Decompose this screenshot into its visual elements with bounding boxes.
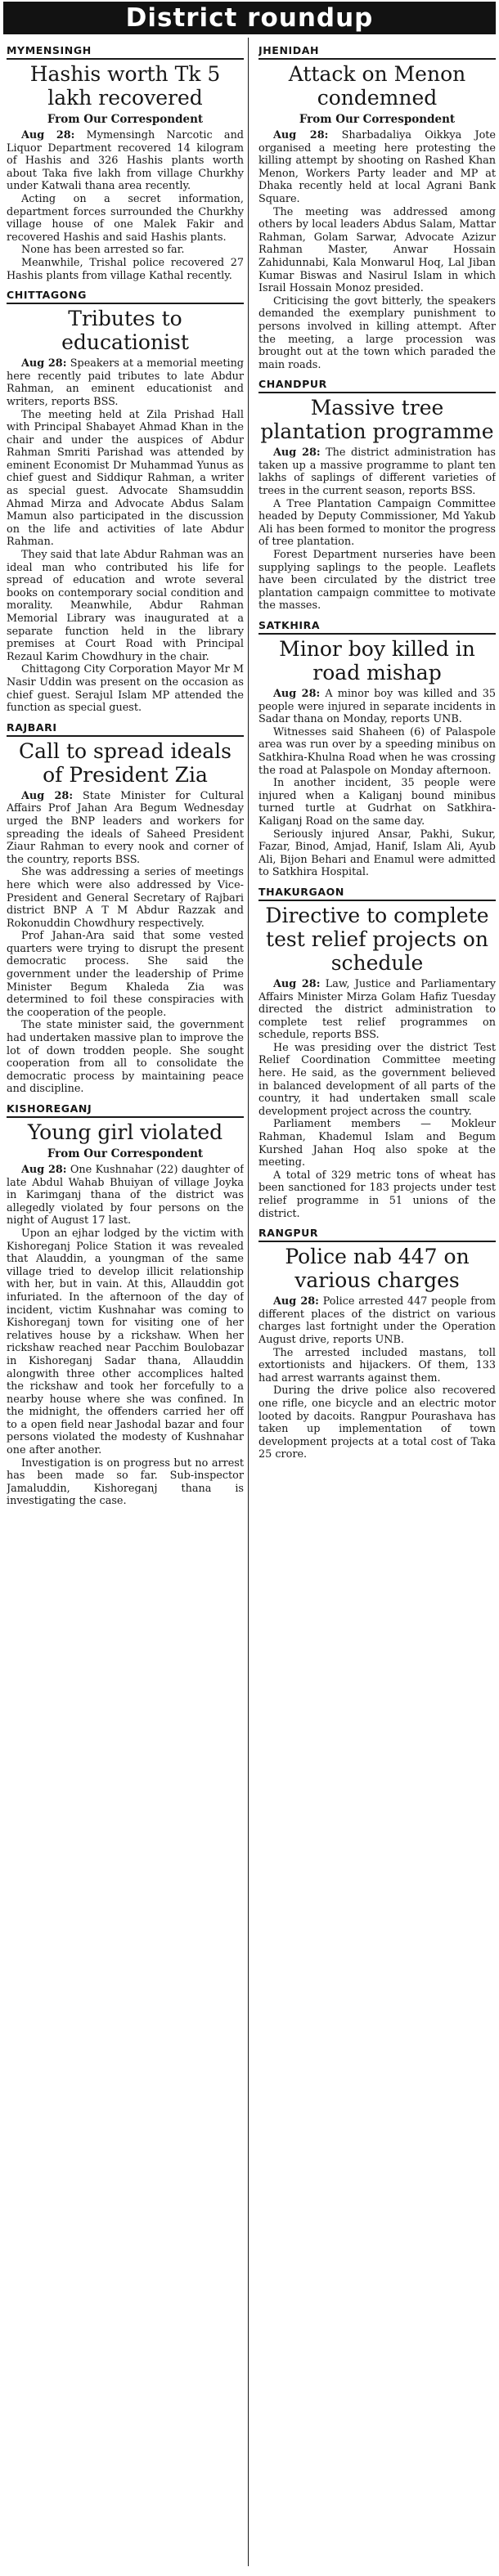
dateline: RAJBARI <box>7 721 244 737</box>
headline: Call to spread ideals of President Zia <box>19 738 232 787</box>
headline: Tributes to educationist <box>61 307 189 355</box>
paragraph: Witnesses said Shaheen (6) of Palaspole area was run over by a speeding minibus on Satkhira-Khulna Road when he was crossing the road at Palaspole on Monday afternoon. <box>258 725 496 777</box>
paragraph: The meeting was addressed among others by local leaders Abdus Salam, Mattar Rahman, Golam Sarwar, Advocate Azizur Rahman Master, Anwar Hossain Zahidunnabi, Kala Monwarul Hoq, Lal Jiban Kumar Biswas and Nasirul Islam in which Israil Hossain Monoz presided. <box>258 205 496 295</box>
right-column <box>258 43 496 2574</box>
dateline: THAKURGAON <box>258 886 496 901</box>
story-date: Aug 28: <box>273 1295 319 1308</box>
paragraph: A Tree Plantation Campaign Committee headed by Deputy Commissioner, Md Yakub Ali has been formed to monitor the progress of tree plantation. <box>258 497 496 549</box>
headline: Hashis worth Tk 5 lakh recovered <box>29 62 221 110</box>
headline: Police nab 447 on various charges <box>285 1245 470 1293</box>
paragraph: None has been arrested so far. <box>21 244 185 257</box>
dateline: KISHOREGANJ <box>7 1102 244 1118</box>
paragraph-text: Police arrested 447 people from different places of the district on various charges last fortnight under the Operation August drive, reports UNB. <box>258 1295 496 1346</box>
dateline: RANGPUR <box>258 1227 496 1242</box>
paragraph <box>258 1295 496 1346</box>
byline: From Our Correspondent <box>47 1147 204 1160</box>
paragraph: Forest Department nurseries have been supplying saplings to the people. Leaflets have been circulated by the district tree plantation campaign committee to motivate the masses. <box>258 549 496 613</box>
story-date: Aug 28: <box>21 789 74 802</box>
paragraph: Upon an ejhar lodged by the victim with Kishoreganj Police Station it was revealed that Alauddin, a youngman of the same village tried to develop illicit relationship with her, but in vain. At this, Allauddin got infuriated. In the afternoon of the day of incident, victim Kushnahar was coming to Kishoreganj town for visiting one of her relatives house by a rickshaw. When her rickshaw reached near Pacchim Boulobazar in Kishoreganj Sadar thana, Allauddin alongwith three other accomplices halted the rickshaw and took her forcefully to a nearby house where she was confined. In the midnight, the offenders carried her off to a open field near Jashodal bazar and four persons violated the modesty of Kushnahar one after another. <box>7 1227 244 1457</box>
paragraph: The arrested included mastans, toll extortionists and hijackers. Of them, 133 had arrest warrants against them. <box>258 1346 496 1384</box>
paragraph-text: Mymensingh Narcotic and Liquor Department recovered 14 kilogram of Hashis and 326 Hashis plants worth about Taka five lakh from village Churkhy under Katwali thana area recently. <box>7 129 244 193</box>
story-date: Aug 28: <box>273 129 329 141</box>
dateline: MYMENSINGH <box>7 44 244 60</box>
story-rajbari <box>7 721 244 1096</box>
paragraph <box>7 129 244 193</box>
story-date: Aug 28: <box>21 129 75 141</box>
column-divider <box>248 38 249 2566</box>
paragraph <box>7 790 244 867</box>
paragraph-text: The district administration has taken up a massive programme to plant ten lakhs of saplings of different varieties of trees in the current season, reports BSS. <box>258 447 496 498</box>
paragraph: She was addressing a series of meetings here which were also addressed by Vice-President and General Secretary of Rajbari district BNP A T M Abdur Razzak and Rokonuddin Chowdhury respectively. <box>7 866 244 930</box>
paragraph: During the drive police also recovered one rifle, one bicycle and an electric motor looted by dacoits. Rangpur Pourashava has taken up implementation of town development projects at a total cost of Taka 25 crore. <box>258 1384 496 1461</box>
story-jhenidah <box>258 44 496 371</box>
dateline: JHENIDAH <box>258 44 496 60</box>
story-kishoreganj <box>7 1102 244 1508</box>
dateline: CHITTAGONG <box>7 289 244 304</box>
byline: From Our Correspondent <box>299 113 456 126</box>
paragraph: Parliament members — Mokleur Rahman, Khademul Islam and Begum Kurshed Jahan Hoq also spoke at the meeting. <box>258 1118 496 1169</box>
story-date: Aug 28: <box>273 447 321 460</box>
paragraph: The state minister said, the government had undertaken massive plan to improve the lot of down trodden people. She sought cooperation from all to consolidate the democratic process by maintaining peace and discipline. <box>7 1019 244 1096</box>
paragraph-text: Sharbadaliya Oikkya Jote organised a meeting here protesting the killing attempt by shooting on Rashed Khan Menon, Workers Party leader and MP at Dhaka recently held at local Agrani Bank Square. <box>258 129 496 205</box>
paragraph-text: State Minister for Cultural Affairs Prof Jahan Ara Begum Wednesday urged the BNP leaders and workers for spreading the ideals of Saheed President Ziaur Rahman to every nook and corner of the country, reports BSS. <box>7 789 244 866</box>
story-date: Aug 28: <box>273 688 321 700</box>
paragraph: They said that late Abdur Rahman was an ideal man who contributed his life for spread of education and wrote several books on contemporary social condition and morality. Meanwhile, Abdur Rahman Memorial Library was inaugurated at a separate function held in the library premises at Court Road with Principal Rezaul Karim Chowdhury in the chair. <box>7 549 244 663</box>
paragraph: He was presiding over the district Test Relief Coordination Committee meeting here. He said, as the government believed in balanced development of all parts of the country, it had undertaken small scale development project across the country. <box>258 1041 496 1118</box>
story-thakurgaon <box>258 886 496 1220</box>
paragraph: Meanwhile, Trishal police recovered 27 Hashis plants from village Kathal recently. <box>7 256 244 282</box>
story-chittagong <box>7 289 244 715</box>
paragraph-text: Speakers at a memorial meeting here recently paid tributes to late Abdur Rahman, an eminent educationist and writers, reports BSS. <box>7 357 244 408</box>
paragraph: The meeting held at Zila Prishad Hall with Principal Shabayet Ahmad Khan in the chair and under the auspices of Abdur Rahman Smriti Parishad was attended by eminent Economist Dr Muhammad Yunus as chief guest and Siddiqur Rahman, a writer as special guest. Advocate Shamsuddin Ahmad Mirza and Advocate Abdus Salam Mamun also participated in the discussion on the life and activities of late Abdur Rahman. <box>7 408 244 549</box>
story-date: Aug 28: <box>21 357 67 370</box>
story-mymensingh <box>7 44 244 282</box>
paragraph: Criticising the govt bitterly, the speakers demanded the exemplary punishment to persons involved in killing attempt. After the meeting, a large procession was brought out at the town which paraded the main roads. <box>258 294 496 371</box>
paragraph: Chittagong City Corporation Mayor Mr M Nasir Uddin was present on the occasion as chief guest. Serajul Islam MP attended the function as special guest. <box>7 663 244 715</box>
dateline: CHANDPUR <box>258 378 496 393</box>
paragraph: Investigation is on progress but no arrest has been made so far. Sub-inspector Jamaluddin, Kishoreganj thana is investigating the case. <box>7 1456 244 1508</box>
paragraph <box>258 447 496 497</box>
headline: Young girl violated <box>27 1120 223 1144</box>
paragraph <box>258 978 496 1042</box>
paragraph: A total of 329 metric tons of wheat has been sanctioned for 183 projects under test relief programme in 51 unions of the district. <box>258 1169 496 1220</box>
story-date: Aug 28: <box>21 1164 67 1176</box>
headline: Minor boy killed in road mishap <box>279 637 475 684</box>
left-column <box>7 43 244 2565</box>
story-date: Aug 28: <box>273 977 321 990</box>
paragraph: Acting on a secret information, department forces surrounded the Churkhy village house of one Malek Fakir and recovered Hashis and said Hashis plants. <box>7 192 244 244</box>
paragraph <box>258 688 496 726</box>
paragraph: In another incident, 35 people were injured when a Kaliganj bound minibus turned turtle at Gudrhat on Satkhira-Kaliganj Road on the same day. <box>258 777 496 828</box>
paragraph <box>258 129 496 206</box>
paragraph: Prof Jahan-Ara said that some vested quarters were trying to disrupt the present democratic process. She said the government under the leadership of Prime Minister Begum Khaleda Zia was determined to foil these conspiracies with the cooperation of the people. <box>7 930 244 1019</box>
paragraph <box>7 357 244 408</box>
headline: Attack on Menon condemned <box>288 62 466 110</box>
dateline: SATKHIRA <box>258 619 496 635</box>
story-chandpur <box>258 378 496 613</box>
section-banner: District roundup <box>3 2 496 34</box>
paragraph <box>7 1164 244 1227</box>
paragraph-text: Law, Justice and Parliamentary Affairs Minister Mirza Golam Hafiz Tuesday directed the district administration to complete test relief programmes on schedule, reports BSS. <box>258 977 496 1042</box>
paragraph-text: One Kushnahar (22) daughter of late Abdul Wahab Bhuiyan of village Joyka in Karimganj thana of the district was allegedly violated by four persons on the night of August 17 last. <box>7 1164 244 1227</box>
paragraph-text: A minor boy was killed and 35 people were injured in separate incidents in Sadar thana on Monday, reports UNB. <box>258 688 496 726</box>
story-rangpur <box>258 1227 496 1461</box>
headline: Massive tree plantation programme <box>260 396 494 444</box>
paragraph: Seriously injured Ansar, Pakhi, Sukur, Fazar, Binod, Amjad, Hanif, Islam Ali, Ayub Ali, Bijon Behari and Enamul were admitted to Satkhira Hospital. <box>258 828 496 879</box>
story-satkhira <box>258 619 496 879</box>
byline: From Our Correspondent <box>47 113 204 126</box>
headline: Directive to complete test relief projects on schedule <box>265 903 489 975</box>
